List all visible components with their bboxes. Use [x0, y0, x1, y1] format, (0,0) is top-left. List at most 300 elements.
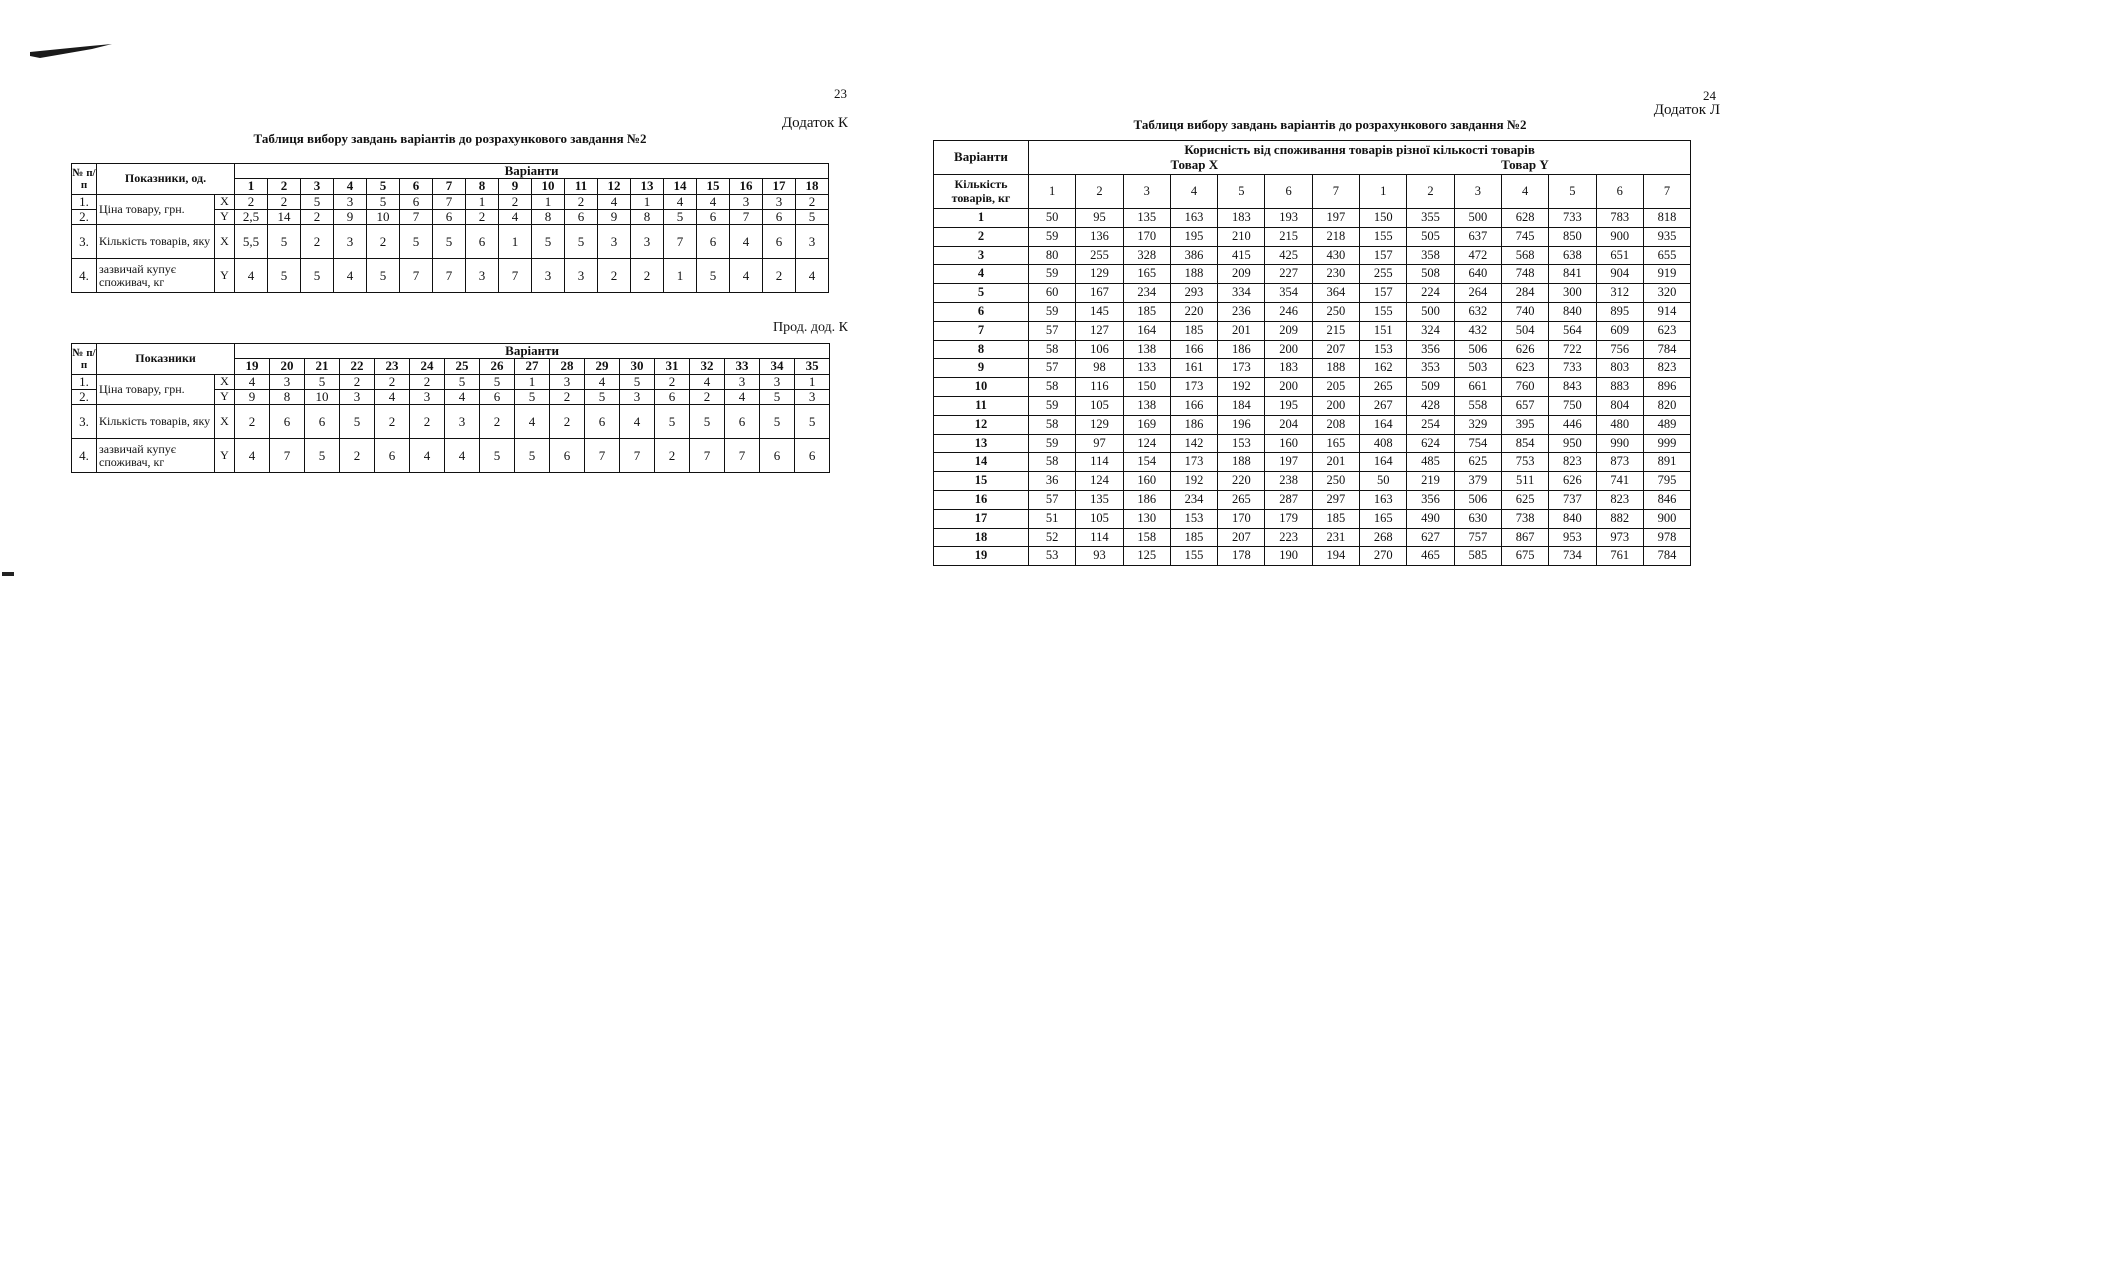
- l-cell: 190: [1265, 547, 1312, 566]
- k1-cell: 4: [499, 209, 532, 224]
- k2-header-row: [72, 344, 830, 359]
- k2-cell: 5: [655, 405, 690, 439]
- l-cell: 328: [1123, 246, 1170, 265]
- k2-variant-number: 33: [725, 359, 760, 374]
- k2-cell: 9: [235, 389, 270, 404]
- k2-cell: 5: [515, 389, 550, 404]
- l-cell: 105: [1076, 509, 1123, 528]
- k1-cell: 2,5: [235, 209, 268, 224]
- l-cell: 657: [1501, 396, 1548, 415]
- l-cell: 188: [1312, 359, 1359, 378]
- l-cell: 823: [1549, 453, 1596, 472]
- l-cell: 114: [1076, 453, 1123, 472]
- l-cell: 209: [1218, 265, 1265, 284]
- l-variant-number: 15: [934, 472, 1029, 491]
- l-variant-number: 1: [934, 209, 1029, 228]
- l-cell: 632: [1454, 302, 1501, 321]
- l-data-row: [934, 209, 1691, 228]
- l-data-row: [934, 227, 1691, 246]
- l-cell: 854: [1501, 434, 1548, 453]
- l-cell: 185: [1170, 528, 1217, 547]
- l-cell: 169: [1123, 415, 1170, 434]
- l-cell: 733: [1549, 209, 1596, 228]
- k1-variant-number: 1: [235, 179, 268, 194]
- k1-cell: 5: [268, 259, 301, 293]
- l-cell: 150: [1123, 378, 1170, 397]
- k1-variant-number: 5: [367, 179, 400, 194]
- l-data-row: [934, 490, 1691, 509]
- k1-cell: 7: [730, 209, 763, 224]
- l-quantity-number: 3: [1123, 175, 1170, 209]
- l-cell: 129: [1076, 265, 1123, 284]
- k2-row-xy: Y: [215, 389, 235, 404]
- l-quantity-number: 2: [1076, 175, 1123, 209]
- k1-cell: 3: [334, 225, 367, 259]
- k1-row-label: Ціна товару, грн.: [97, 194, 215, 225]
- k1-cell: 3: [796, 225, 829, 259]
- l-cell: 250: [1312, 302, 1359, 321]
- l-cell: 194: [1312, 547, 1359, 566]
- l-quantity-number: 7: [1643, 175, 1690, 209]
- k2-cell: 7: [620, 439, 655, 473]
- l-cell: 364: [1312, 284, 1359, 303]
- l-quantity-number: 5: [1218, 175, 1265, 209]
- l-cell: 508: [1407, 265, 1454, 284]
- k2-cell: 5: [480, 439, 515, 473]
- scan-mark-icon: [30, 44, 112, 60]
- l-cell: 201: [1312, 453, 1359, 472]
- l-cell: 173: [1170, 378, 1217, 397]
- l-cell: 246: [1265, 302, 1312, 321]
- k2-cell: 6: [270, 405, 305, 439]
- k1-variant-number: 15: [697, 179, 730, 194]
- l-cell: 840: [1549, 509, 1596, 528]
- k2-cell: 5: [760, 405, 795, 439]
- k2-cell: 4: [620, 405, 655, 439]
- l-cell: 564: [1549, 321, 1596, 340]
- variants-table-k-part2: [71, 343, 830, 473]
- k2-cell: 2: [375, 374, 410, 389]
- l-cell: 623: [1643, 321, 1690, 340]
- l-cell: 59: [1029, 396, 1076, 415]
- k1-row-num: 4.: [72, 259, 97, 293]
- l-col-variants: Варіанти: [934, 141, 1029, 175]
- l-cell: 268: [1360, 528, 1407, 547]
- l-cell: 630: [1454, 509, 1501, 528]
- k1-cell: 7: [400, 209, 433, 224]
- l-cell: 36: [1029, 472, 1076, 491]
- l-cell: 745: [1501, 227, 1548, 246]
- l-quantity-number: 2: [1407, 175, 1454, 209]
- l-cell: 284: [1501, 284, 1548, 303]
- l-cell: 324: [1407, 321, 1454, 340]
- k1-cell: 4: [334, 259, 367, 293]
- l-cell: 637: [1454, 227, 1501, 246]
- l-cell: 185: [1123, 302, 1170, 321]
- k1-cell: 5: [796, 209, 829, 224]
- k2-cell: 4: [410, 439, 445, 473]
- l-cell: 227: [1265, 265, 1312, 284]
- k1-variant-number: 14: [664, 179, 697, 194]
- l-cell: 741: [1596, 472, 1643, 491]
- k1-cell: 6: [433, 209, 466, 224]
- l-cell: 185: [1312, 509, 1359, 528]
- l-cell: 355: [1407, 209, 1454, 228]
- l-cell: 255: [1076, 246, 1123, 265]
- k1-cell: 7: [664, 225, 697, 259]
- l-cell: 153: [1360, 340, 1407, 359]
- k2-cell: 3: [445, 405, 480, 439]
- l-goods-row: [1029, 158, 1690, 173]
- k2-variants-header: Варіанти: [235, 344, 830, 359]
- k2-variant-number: 19: [235, 359, 270, 374]
- l-cell: 157: [1360, 246, 1407, 265]
- l-data-row: [934, 396, 1691, 415]
- l-cell: 208: [1312, 415, 1359, 434]
- k1-variant-number: 7: [433, 179, 466, 194]
- l-cell: 165: [1360, 509, 1407, 528]
- l-cell: 155: [1170, 547, 1217, 566]
- k1-variant-number: 11: [565, 179, 598, 194]
- k2-variant-number: 28: [550, 359, 585, 374]
- l-cell: 783: [1596, 209, 1643, 228]
- k1-cell: 4: [598, 194, 631, 209]
- k1-cell: 3: [532, 259, 565, 293]
- scan-speck: [2, 572, 14, 576]
- l-variant-number: 9: [934, 359, 1029, 378]
- l-quantity-number: 6: [1596, 175, 1643, 209]
- k2-cell: 2: [235, 405, 270, 439]
- l-cell: 183: [1218, 209, 1265, 228]
- l-cell: 904: [1596, 265, 1643, 284]
- l-cell: 196: [1218, 415, 1265, 434]
- k1-variant-number: 17: [763, 179, 796, 194]
- k2-cell: 1: [795, 374, 830, 389]
- k1-cell: 14: [268, 209, 301, 224]
- l-cell: 97: [1076, 434, 1123, 453]
- l-cell: 133: [1123, 359, 1170, 378]
- l-cell: 255: [1360, 265, 1407, 284]
- l-cell: 138: [1123, 340, 1170, 359]
- left-page-number: 23: [834, 86, 847, 101]
- k1-cell: 5: [301, 259, 334, 293]
- k2-cell: 6: [480, 389, 515, 404]
- l-data-row: [934, 415, 1691, 434]
- l-variant-number: 11: [934, 396, 1029, 415]
- k2-cell: 4: [690, 374, 725, 389]
- l-cell: 183: [1265, 359, 1312, 378]
- l-quantity-number: 3: [1454, 175, 1501, 209]
- l-cell: 154: [1123, 453, 1170, 472]
- k2-data-row: [72, 405, 830, 439]
- l-cell: 895: [1596, 302, 1643, 321]
- k2-row-label: зазвичай купує споживач, кг: [97, 439, 215, 473]
- k1-variant-number: 13: [631, 179, 664, 194]
- l-cell: 192: [1218, 378, 1265, 397]
- l-cell: 623: [1501, 359, 1548, 378]
- l-cell: 625: [1501, 490, 1548, 509]
- k2-variant-number: 27: [515, 359, 550, 374]
- l-variant-number: 17: [934, 509, 1029, 528]
- k1-cell: 4: [796, 259, 829, 293]
- k2-row-label: Ціна товару, грн.: [97, 374, 215, 405]
- l-quantity-number: 5: [1549, 175, 1596, 209]
- k2-cell: 6: [305, 405, 340, 439]
- k1-row-xy: X: [215, 194, 235, 209]
- k1-cell: 2: [301, 225, 334, 259]
- l-cell: 738: [1501, 509, 1548, 528]
- l-variant-number: 18: [934, 528, 1029, 547]
- l-cell: 218: [1312, 227, 1359, 246]
- l-cell: 896: [1643, 378, 1690, 397]
- l-cell: 329: [1454, 415, 1501, 434]
- k1-col-num: № п/п: [72, 164, 97, 195]
- k2-cell: 7: [585, 439, 620, 473]
- l-cell: 626: [1501, 340, 1548, 359]
- l-cell: 209: [1265, 321, 1312, 340]
- l-cell: 158: [1123, 528, 1170, 547]
- k2-cell: 2: [550, 405, 585, 439]
- k2-variant-number: 35: [795, 359, 830, 374]
- k2-cell: 2: [410, 374, 445, 389]
- l-cell: 480: [1596, 415, 1643, 434]
- k1-cell: 10: [367, 209, 400, 224]
- l-data-row: [934, 284, 1691, 303]
- k1-cell: 3: [598, 225, 631, 259]
- k1-cell: 9: [334, 209, 367, 224]
- l-cell: 500: [1454, 209, 1501, 228]
- k2-cell: 7: [270, 439, 305, 473]
- l-cell: 883: [1596, 378, 1643, 397]
- l-quantity-label: Кількість товарів, кг: [934, 175, 1029, 209]
- l-cell: 973: [1596, 528, 1643, 547]
- l-cell: 105: [1076, 396, 1123, 415]
- l-cell: 201: [1218, 321, 1265, 340]
- l-data-row: [934, 528, 1691, 547]
- l-cell: 164: [1360, 453, 1407, 472]
- l-cell: 415: [1218, 246, 1265, 265]
- l-cell: 170: [1218, 509, 1265, 528]
- k1-cell: 7: [433, 194, 466, 209]
- k2-variant-number: 29: [585, 359, 620, 374]
- k1-cell: 3: [631, 225, 664, 259]
- l-cell: 210: [1218, 227, 1265, 246]
- l-cell: 129: [1076, 415, 1123, 434]
- l-cell: 265: [1218, 490, 1265, 509]
- l-data-row: [934, 472, 1691, 491]
- k2-cell: 3: [760, 374, 795, 389]
- l-quantity-number: 6: [1265, 175, 1312, 209]
- l-cell: 568: [1501, 246, 1548, 265]
- k1-cell: 7: [499, 259, 532, 293]
- l-data-row: [934, 321, 1691, 340]
- l-cell: 116: [1076, 378, 1123, 397]
- k1-cell: 3: [334, 194, 367, 209]
- k2-row-num: 1.: [72, 374, 97, 389]
- k1-cell: 2: [796, 194, 829, 209]
- l-cell: 784: [1643, 340, 1690, 359]
- l-data-row: [934, 453, 1691, 472]
- variants-table-k-part1: [71, 163, 829, 293]
- k1-row-xy: Y: [215, 209, 235, 224]
- l-cell: 334: [1218, 284, 1265, 303]
- l-quantity-number: 1: [1360, 175, 1407, 209]
- l-cell: 50: [1360, 472, 1407, 491]
- l-cell: 52: [1029, 528, 1076, 547]
- l-cell: 655: [1643, 246, 1690, 265]
- k1-row-num: 1.: [72, 194, 97, 209]
- k1-cell: 6: [565, 209, 598, 224]
- k2-cell: 7: [690, 439, 725, 473]
- l-cell: 823: [1596, 490, 1643, 509]
- k1-row-num: 3.: [72, 225, 97, 259]
- l-cell: 178: [1218, 547, 1265, 566]
- l-cell: 153: [1170, 509, 1217, 528]
- l-cell: 267: [1360, 396, 1407, 415]
- k1-cell: 3: [730, 194, 763, 209]
- l-cell: 207: [1218, 528, 1265, 547]
- l-cell: 165: [1123, 265, 1170, 284]
- k2-cell: 6: [725, 405, 760, 439]
- k1-cell: 6: [466, 225, 499, 259]
- k1-cell: 7: [433, 259, 466, 293]
- utility-table-l: [933, 140, 1691, 566]
- l-cell: 155: [1360, 227, 1407, 246]
- k2-cell: 4: [515, 405, 550, 439]
- l-cell: 57: [1029, 490, 1076, 509]
- k1-cell: 6: [697, 209, 730, 224]
- l-cell: 95: [1076, 209, 1123, 228]
- k1-cell: 6: [763, 225, 796, 259]
- k2-cell: 6: [795, 439, 830, 473]
- k2-cell: 3: [620, 389, 655, 404]
- l-cell: 395: [1501, 415, 1548, 434]
- continuation-label: Прод. дод. К: [772, 320, 848, 335]
- l-header-row: [934, 141, 1691, 175]
- k1-row-label: зазвичай купує споживач, кг: [97, 259, 215, 293]
- l-good-y-label: Товар Y: [1501, 156, 1549, 172]
- l-cell: 628: [1501, 209, 1548, 228]
- k2-row-xy: X: [215, 405, 235, 439]
- l-cell: 124: [1076, 472, 1123, 491]
- l-cell: 98: [1076, 359, 1123, 378]
- k1-cell: 9: [598, 209, 631, 224]
- k1-variant-number: 8: [466, 179, 499, 194]
- l-cell: 558: [1454, 396, 1501, 415]
- l-cell: 165: [1312, 434, 1359, 453]
- k1-cell: 1: [466, 194, 499, 209]
- k2-row-num: 2.: [72, 389, 97, 404]
- k2-cell: 5: [620, 374, 655, 389]
- l-cell: 841: [1549, 265, 1596, 284]
- l-cell: 640: [1454, 265, 1501, 284]
- k2-cell: 3: [550, 374, 585, 389]
- l-cell: 867: [1501, 528, 1548, 547]
- l-cell: 80: [1029, 246, 1076, 265]
- l-variant-number: 16: [934, 490, 1029, 509]
- k2-cell: 4: [235, 374, 270, 389]
- l-cell: 173: [1218, 359, 1265, 378]
- k1-cell: 6: [697, 225, 730, 259]
- l-cell: 953: [1549, 528, 1596, 547]
- l-cell: 914: [1643, 302, 1690, 321]
- k2-cell: 2: [375, 405, 410, 439]
- l-cell: 485: [1407, 453, 1454, 472]
- l-data-row: [934, 547, 1691, 566]
- k1-cell: 3: [565, 259, 598, 293]
- l-cell: 753: [1501, 453, 1548, 472]
- k2-data-row: [72, 439, 830, 473]
- k2-cell: 3: [410, 389, 445, 404]
- l-cell: 891: [1643, 453, 1690, 472]
- l-cell: 675: [1501, 547, 1548, 566]
- l-quantity-number: 4: [1501, 175, 1548, 209]
- k2-cell: 2: [550, 389, 585, 404]
- l-cell: 238: [1265, 472, 1312, 491]
- l-cell: 990: [1596, 434, 1643, 453]
- k1-cell: 2: [565, 194, 598, 209]
- l-data-row: [934, 340, 1691, 359]
- k1-cell: 1: [664, 259, 697, 293]
- l-cell: 186: [1218, 340, 1265, 359]
- l-cell: 167: [1076, 284, 1123, 303]
- k2-row-xy: X: [215, 374, 235, 389]
- l-cell: 58: [1029, 340, 1076, 359]
- k2-cell: 4: [725, 389, 760, 404]
- l-variant-number: 7: [934, 321, 1029, 340]
- l-cell: 761: [1596, 547, 1643, 566]
- k2-cell: 5: [305, 374, 340, 389]
- l-cell: 733: [1549, 359, 1596, 378]
- l-cell: 312: [1596, 284, 1643, 303]
- l-cell: 624: [1407, 434, 1454, 453]
- l-cell: 220: [1218, 472, 1265, 491]
- l-cell: 58: [1029, 415, 1076, 434]
- l-variant-number: 13: [934, 434, 1029, 453]
- k2-cell: 6: [375, 439, 410, 473]
- k1-cell: 4: [664, 194, 697, 209]
- l-cell: 50: [1029, 209, 1076, 228]
- l-variant-number: 10: [934, 378, 1029, 397]
- l-cell: 935: [1643, 227, 1690, 246]
- l-cell: 978: [1643, 528, 1690, 547]
- l-cell: 166: [1170, 340, 1217, 359]
- l-cell: 160: [1123, 472, 1170, 491]
- l-cell: 446: [1549, 415, 1596, 434]
- l-cell: 661: [1454, 378, 1501, 397]
- l-cell: 125: [1123, 547, 1170, 566]
- l-cell: 795: [1643, 472, 1690, 491]
- l-data-row: [934, 434, 1691, 453]
- l-cell: 840: [1549, 302, 1596, 321]
- l-cell: 754: [1454, 434, 1501, 453]
- l-variant-number: 4: [934, 265, 1029, 284]
- k2-variant-number: 31: [655, 359, 690, 374]
- l-cell: 150: [1360, 209, 1407, 228]
- l-cell: 722: [1549, 340, 1596, 359]
- l-cell: 200: [1265, 378, 1312, 397]
- l-cell: 135: [1123, 209, 1170, 228]
- l-cell: 428: [1407, 396, 1454, 415]
- l-cell: 161: [1170, 359, 1217, 378]
- k1-variant-number: 2: [268, 179, 301, 194]
- l-cell: 179: [1265, 509, 1312, 528]
- k2-cell: 5: [340, 405, 375, 439]
- k1-variant-number: 9: [499, 179, 532, 194]
- k1-variants-header: Варіанти: [235, 164, 829, 179]
- l-cell: 784: [1643, 547, 1690, 566]
- l-cell: 163: [1170, 209, 1217, 228]
